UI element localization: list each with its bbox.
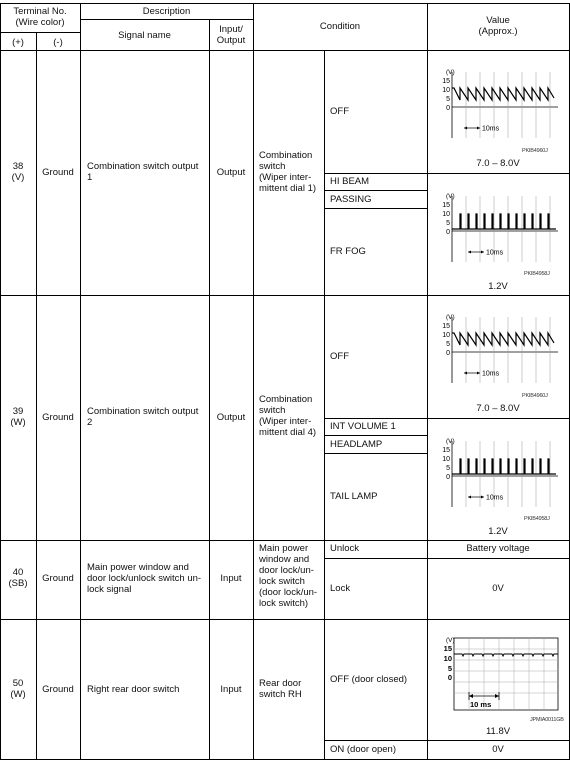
value-text: 0V	[492, 583, 504, 594]
header-minus: (-)	[53, 37, 63, 48]
rule	[0, 619, 570, 620]
value-voltage: 11.8V	[485, 726, 511, 737]
rule	[253, 3, 254, 760]
condition-item: Unlock	[330, 543, 360, 554]
svg-text:0: 0	[446, 474, 450, 481]
rule	[324, 190, 427, 191]
figure-reference: PKIB4960J	[522, 393, 548, 399]
rule	[0, 3, 1, 760]
rule	[324, 418, 570, 419]
svg-text:0: 0	[447, 673, 452, 682]
terminal-number: 38 (V)	[11, 161, 25, 183]
header-condition: Condition	[319, 21, 361, 32]
value-voltage: 1.2V	[488, 281, 508, 292]
signal-name: Combination switch output 1	[87, 161, 199, 183]
condition-group: Rear door switch RH	[259, 678, 302, 700]
svg-text:10ms: 10ms	[482, 125, 500, 133]
figure-reference: PKIB4960J	[522, 148, 548, 154]
rule	[209, 19, 210, 760]
rule	[324, 453, 427, 454]
value-voltage: 7.0 – 8.0V	[476, 158, 520, 169]
figure-reference: PKIB4958J	[524, 516, 550, 522]
svg-text:15: 15	[442, 323, 450, 330]
value-text: Battery voltage	[466, 543, 530, 554]
io-type: Input	[220, 684, 242, 695]
svg-text:(V): (V)	[446, 193, 455, 200]
svg-text:10ms: 10ms	[482, 370, 500, 378]
svg-text:10ms: 10ms	[486, 494, 504, 502]
svg-text:10 ms: 10 ms	[470, 700, 492, 709]
rule	[80, 19, 253, 20]
condition-item: OFF	[330, 351, 349, 362]
svg-text:5: 5	[446, 465, 450, 472]
signal-name: Main power window and door lock/unlock switch un- lock signal	[87, 562, 202, 595]
header-terminal-no: Terminal No. (Wire color)	[13, 6, 67, 28]
rule	[324, 208, 427, 209]
condition-item: PASSING	[330, 194, 372, 205]
rule	[427, 3, 428, 760]
header-description: Description	[142, 6, 191, 17]
svg-text:10: 10	[442, 87, 450, 94]
rule	[0, 295, 570, 296]
condition-item: ON (door open)	[330, 744, 397, 755]
ground-label: Ground	[42, 573, 74, 584]
header-input-output: Input/ Output	[216, 24, 246, 46]
rule	[324, 435, 427, 436]
terminal-number: 39 (W)	[10, 406, 26, 428]
rule	[324, 173, 570, 174]
svg-text:5: 5	[447, 664, 452, 673]
svg-text:5: 5	[446, 96, 450, 103]
rule	[0, 50, 570, 51]
door-switch-waveform	[440, 634, 560, 712]
sawtooth-waveform	[440, 311, 560, 385]
header-plus: (+)	[12, 37, 24, 48]
condition-item: OFF (door closed)	[330, 674, 408, 685]
svg-text:15: 15	[442, 78, 450, 85]
condition-item: Lock	[330, 583, 351, 594]
figure-reference: PKIB4958J	[524, 271, 550, 277]
sawtooth-waveform	[440, 66, 560, 140]
rule	[324, 740, 570, 741]
header-signal-name: Signal name	[118, 30, 171, 41]
value-text: 0V	[492, 744, 504, 755]
condition-item: FR FOG	[330, 246, 366, 257]
condition-group: Combination switch (Wiper inter- mittent dial 4)	[259, 394, 317, 438]
signal-name: Right rear door switch	[87, 684, 180, 695]
condition-item: INT VOLUME 1	[330, 421, 396, 432]
svg-text:5: 5	[446, 341, 450, 348]
pulse-waveform	[440, 190, 560, 264]
svg-text:0: 0	[446, 350, 450, 357]
svg-text:15: 15	[442, 202, 450, 209]
pulse-waveform	[440, 435, 560, 509]
svg-text:(V): (V)	[446, 314, 455, 321]
ground-label: Ground	[42, 412, 74, 423]
io-type: Output	[216, 412, 246, 423]
svg-text:5: 5	[446, 220, 450, 227]
svg-text:10: 10	[443, 654, 452, 663]
rule	[0, 3, 570, 4]
figure-reference: JPMIA0011GB	[530, 717, 564, 723]
terminal-number: 50 (W)	[10, 678, 26, 700]
rule	[80, 3, 81, 760]
io-type: Output	[216, 167, 246, 178]
io-type: Input	[220, 573, 242, 584]
condition-item: HI BEAM	[330, 176, 370, 187]
condition-group: Main power window and door lock/un- lock switch (door lock/un- lock switch)	[259, 543, 318, 609]
rule	[324, 558, 570, 559]
value-voltage: 1.2V	[488, 526, 508, 537]
rule	[0, 32, 80, 33]
svg-text:10ms: 10ms	[486, 249, 504, 257]
condition-item: TAIL LAMP	[330, 491, 378, 502]
svg-text:10: 10	[442, 456, 450, 463]
condition-item: OFF	[330, 106, 349, 117]
ground-label: Ground	[42, 684, 74, 695]
svg-text:(V): (V)	[446, 637, 455, 644]
rule	[0, 540, 570, 541]
value-voltage: 7.0 – 8.0V	[476, 403, 520, 414]
condition-group: Combination switch (Wiper inter- mittent dial 1)	[259, 150, 317, 194]
signal-name: Combination switch output 2	[87, 406, 199, 428]
svg-text:15: 15	[443, 644, 452, 653]
rule	[0, 759, 570, 760]
svg-text:10: 10	[442, 211, 450, 218]
svg-text:0: 0	[446, 105, 450, 112]
svg-text:(V): (V)	[446, 438, 455, 445]
terminal-number: 40 (SB)	[8, 567, 28, 589]
svg-text:0: 0	[446, 229, 450, 236]
svg-text:(V): (V)	[446, 69, 455, 76]
condition-item: HEADLAMP	[330, 439, 383, 450]
header-value: Value (Approx.)	[478, 15, 518, 37]
rule	[36, 32, 37, 760]
ground-label: Ground	[42, 167, 74, 178]
svg-text:15: 15	[442, 447, 450, 454]
svg-text:10: 10	[442, 332, 450, 339]
